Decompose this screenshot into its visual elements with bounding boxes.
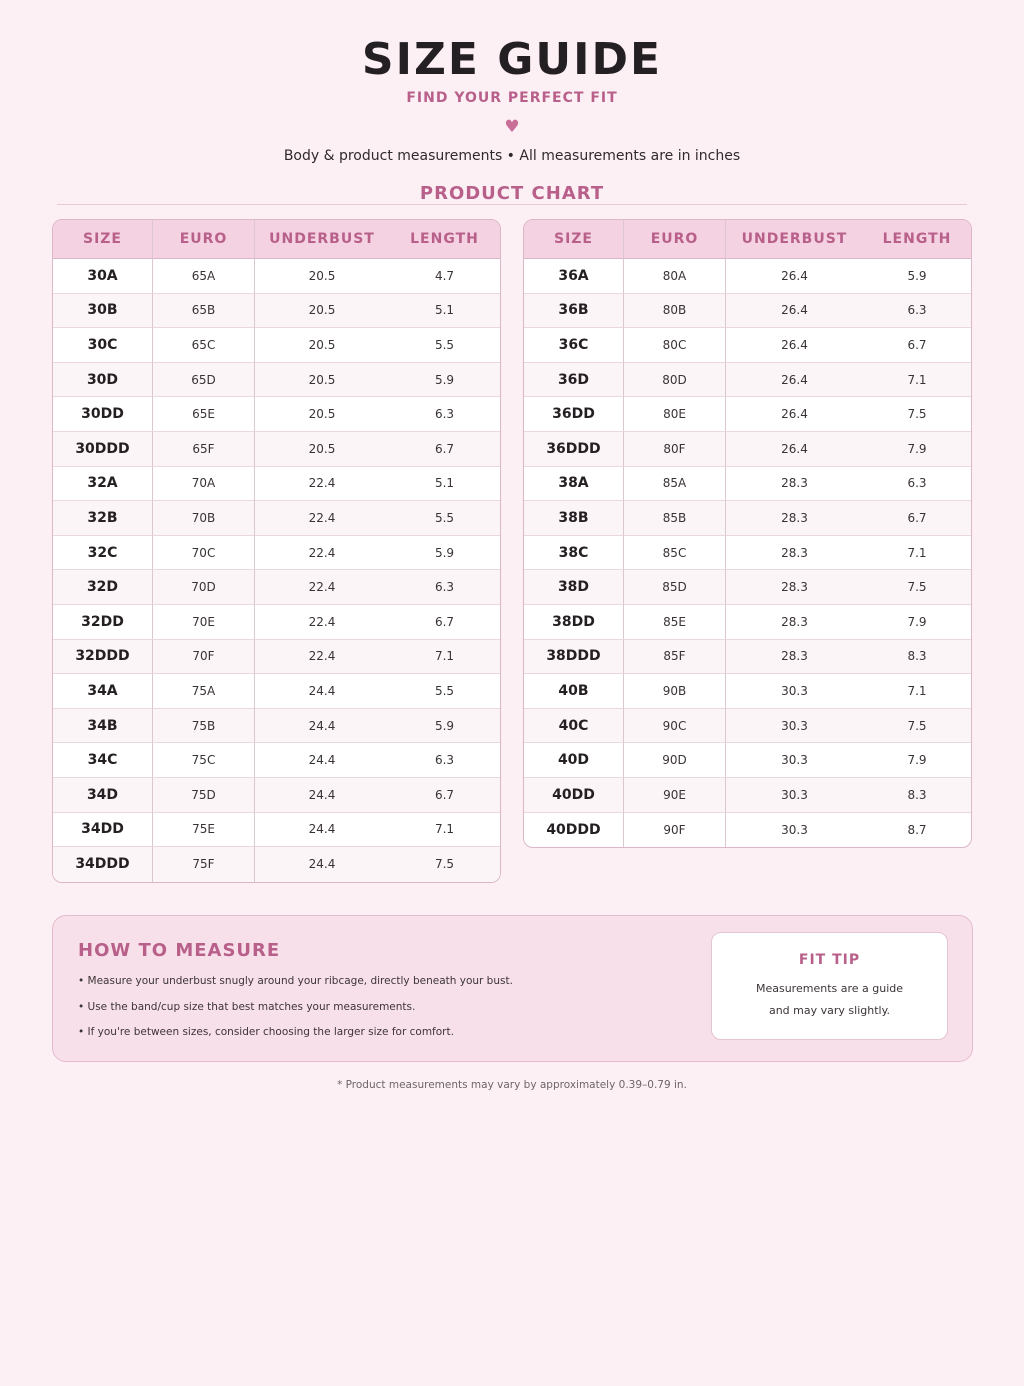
euro-cell: 65B [153,294,255,329]
underbust-cell: 24.4 [255,743,389,778]
underbust-cell: 24.4 [255,847,389,882]
length-cell: 5.5 [389,328,500,363]
length-cell: 7.1 [863,674,971,709]
euro-cell: 80D [624,363,726,398]
size-cell: 34DD [53,813,153,848]
table-header-row [53,220,500,259]
table-row [53,640,500,675]
size-cell: 30D [53,363,153,398]
length-cell: 6.7 [863,328,971,363]
length-cell: 6.3 [389,743,500,778]
size-cell: 36DDD [524,432,624,467]
size-cell: 40D [524,743,624,778]
underbust-cell: 22.4 [255,605,389,640]
size-cell: 38D [524,570,624,605]
euro-cell: 85F [624,640,726,675]
list-item: • Use the band/cup size that best matches your measurements. [78,1000,416,1013]
underbust-cell: 30.3 [726,778,863,813]
length-cell: 5.9 [389,363,500,398]
length-cell: 8.7 [907,822,927,837]
length-cell: 7.5 [389,847,500,882]
table-row [53,536,500,571]
table-row [524,259,971,294]
size-cell: 36A [524,259,624,294]
length-cell: 6.7 [389,605,500,640]
underbust-cell: 20.5 [255,432,389,467]
table-row [53,743,500,778]
size-cell: 32DDD [53,640,153,675]
euro-cell: 85B [624,501,726,536]
euro-cell: 85C [624,536,726,571]
length-cell: 7.5 [863,709,971,744]
table-row [53,397,500,432]
table-header-row [524,220,971,259]
size-cell: 38C [524,536,624,571]
euro-cell: 80C [624,328,726,363]
underbust-cell: 26.4 [726,294,863,329]
length-cell: 7.1 [863,536,971,571]
underbust-cell: 26.4 [726,432,863,467]
page-subtitle: FIND YOUR PERFECT FIT [406,90,618,106]
table-row [524,674,971,709]
table-row [524,570,971,605]
size-cell: 40DD [524,778,624,813]
length-cell: 5.9 [863,259,971,294]
underbust-cell: 22.4 [255,640,389,675]
table-row [524,363,971,398]
fit-tip-text: Measurements are a guide and may vary slightly. [755,982,904,1017]
how-to-measure-panel [52,915,973,1062]
underbust-cell: 28.3 [726,501,863,536]
table-row [524,536,971,571]
size-cell: 30C [53,328,153,363]
size-cell: 32B [53,501,153,536]
underbust-cell: 24.4 [255,709,389,744]
underbust-cell: 20.5 [255,294,389,329]
euro-cell: 75D [153,778,255,813]
table-row [524,743,971,778]
length-cell: 6.3 [389,397,500,432]
underbust-cell: 20.5 [255,397,389,432]
underbust-cell: 28.3 [726,605,863,640]
euro-cell: 90C [624,709,726,744]
euro-cell: 70C [153,536,255,571]
length-cell: 5.9 [389,709,500,744]
size-cell: 32A [53,467,153,502]
size-cell: 30B [53,294,153,329]
list-item: • If you're between sizes, consider choosing the larger size for comfort. [78,1026,454,1038]
size-table-right [523,219,972,848]
fit-tip-title: FIT TIP [798,952,861,968]
size-cell: 36B [524,294,624,329]
euro-cell: 80E [624,397,726,432]
length-cell: 6.7 [863,501,971,536]
length-cell: 6.3 [389,570,500,605]
size-cell: 32D [53,570,153,605]
length-cell: 7.1 [863,363,971,398]
euro-cell: 75C [153,743,255,778]
length-cell: 7.5 [863,397,971,432]
underbust-cell: 24.4 [255,778,389,813]
size-cell: 40C [524,709,624,744]
table-row [524,467,971,502]
table-row [524,501,971,536]
length-cell: 7.9 [863,743,971,778]
size-cell: 38B [524,501,624,536]
table-row [53,501,500,536]
length-cell: 6.7 [389,432,500,467]
underbust-cell: 22.4 [255,501,389,536]
euro-cell: 90F [624,813,726,848]
euro-cell: 85A [624,467,726,502]
size-cell: 32DD [53,605,153,640]
underbust-cell: 20.5 [255,363,389,398]
size-cell: 34B [53,709,153,744]
table-row [53,328,500,363]
euro-cell: 75F [153,847,255,882]
euro-cell: 75A [153,674,255,709]
underbust-cell: 22.4 [255,536,389,571]
heart-icon: ♥ [504,117,520,137]
euro-cell: 65D [153,363,255,398]
table-row [53,813,500,848]
underbust-cell: 28.3 [726,467,863,502]
table-row [524,328,971,363]
section-divider [57,204,967,205]
measurement-note: Body & product measurements • All measurements are in inches [283,148,741,164]
size-cell: 34C [53,743,153,778]
size-cell: 36D [524,363,624,398]
euro-cell: 65C [153,328,255,363]
underbust-cell: 26.4 [726,397,863,432]
column-header-length: LENGTH [863,220,971,259]
table-row [524,778,971,813]
underbust-cell: 26.4 [726,328,863,363]
size-cell: 38DD [524,605,624,640]
how-to-measure-title: HOW TO MEASURE [78,940,281,961]
euro-cell: 85D [624,570,726,605]
table-row [53,467,500,502]
underbust-cell: 30.3 [781,822,808,837]
size-cell: 34A [53,674,153,709]
euro-cell: 70E [153,605,255,640]
euro-cell: 75B [153,709,255,744]
table-row [524,813,971,848]
how-to-measure-list [78,974,513,1051]
table-row [53,570,500,605]
underbust-cell: 28.3 [726,536,863,571]
underbust-cell: 26.4 [726,363,863,398]
euro-cell: 90B [624,674,726,709]
underbust-cell: 30.3 [726,674,863,709]
underbust-cell: 20.5 [255,259,389,294]
footnote: * Product measurements may vary by approximately 0.39–0.79 in. [337,1079,687,1091]
table-row [53,363,500,398]
euro-cell: 75E [153,813,255,848]
length-cell: 6.3 [863,294,971,329]
table-row [524,640,971,675]
size-cell: 40DDD [524,813,624,848]
table-row [53,847,500,882]
column-header-euro: EURO [624,220,726,259]
table-row [53,259,500,294]
length-cell: 4.7 [389,259,500,294]
column-header-size: SIZE [53,220,153,259]
underbust-cell: 28.3 [726,640,863,675]
size-cell: 34D [53,778,153,813]
size-cell: 36C [524,328,624,363]
column-header-euro: EURO [153,220,255,259]
underbust-cell: 24.4 [255,813,389,848]
euro-cell: 80F [624,432,726,467]
euro-cell: 70D [153,570,255,605]
length-cell: 7.9 [863,432,971,467]
column-header-length: LENGTH [389,220,500,259]
euro-cell: 80A [624,259,726,294]
underbust-cell: 20.5 [255,328,389,363]
underbust-cell: 28.3 [726,570,863,605]
length-cell: 8.3 [863,640,971,675]
euro-cell: 65F [153,432,255,467]
size-cell: 30A [53,259,153,294]
euro-cell: 70A [153,467,255,502]
column-header-size: SIZE [524,220,624,259]
euro-cell: 70B [153,501,255,536]
table-row [524,605,971,640]
fit-tip-card [711,932,948,1040]
length-cell: 6.3 [863,467,971,502]
length-cell: 7.5 [863,570,971,605]
underbust-cell: 24.4 [255,674,389,709]
length-cell: 5.5 [389,501,500,536]
product-chart-title: PRODUCT CHART [419,183,605,204]
table-row [53,432,500,467]
list-item: • Measure your underbust snugly around your ribcage, directly beneath your bust. [78,975,513,987]
length-cell: 6.7 [389,778,500,813]
table-row [53,778,500,813]
size-cell: 34DDD [53,847,153,882]
underbust-cell: 22.4 [255,467,389,502]
size-cell: 30DD [53,397,153,432]
size-cell: 32C [53,536,153,571]
euro-cell: 70F [153,640,255,675]
euro-cell: 65E [153,397,255,432]
length-cell: 7.9 [863,605,971,640]
table-row [53,674,500,709]
euro-cell: 65A [153,259,255,294]
page-title: SIZE GUIDE [361,34,663,85]
column-header-underbust: UNDERBUST [255,220,389,259]
length-cell: 5.5 [389,674,500,709]
table-row [524,397,971,432]
size-cell: 40B [524,674,624,709]
underbust-cell: 22.4 [255,570,389,605]
euro-cell: 90D [624,743,726,778]
table-row [53,294,500,329]
underbust-cell: 30.3 [726,709,863,744]
size-cell: 36DD [524,397,624,432]
table-row [524,432,971,467]
table-row [53,605,500,640]
length-cell: 5.1 [389,467,500,502]
euro-cell: 80B [624,294,726,329]
column-header-underbust: UNDERBUST [726,220,863,259]
length-cell: 5.1 [389,294,500,329]
length-cell: 7.1 [389,640,500,675]
table-row [524,294,971,329]
length-cell: 8.3 [863,778,971,813]
table-row [53,709,500,744]
length-cell: 5.9 [389,536,500,571]
size-cell: 38A [524,467,624,502]
size-cell: 38DDD [524,640,624,675]
size-cell: 30DDD [53,432,153,467]
length-cell: 7.1 [389,813,500,848]
euro-cell: 90E [624,778,726,813]
table-row [524,709,971,744]
size-table-left [52,219,501,883]
euro-cell: 85E [624,605,726,640]
underbust-cell: 26.4 [726,259,863,294]
underbust-cell: 30.3 [726,743,863,778]
